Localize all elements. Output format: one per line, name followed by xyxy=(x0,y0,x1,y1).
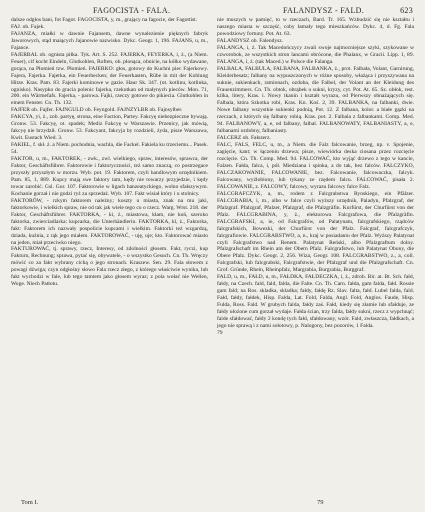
entry-paragraph: FALD, u, m., FAŁD, u, m., FAŁDKA, FAŁDECZKA, i, ż., zdrob. Bir. at. Bt. Sch. fałd, fałdy, na Czech. fald, fald, falda, die Falte. Cn. Th. Carn. fałda, gam falda, fałd. Rossie gam fald; na Ros. skladka, skladka; fałdy, fałdę Rz. Slav. falta, fałd. Lubel falda, fald. Fałd, fałdy, fałdek, Hisp. Falda, Lat. Fold, Falda, Angl. Fold, Anglos. Faude, Hisp. Fulda, Ross. Fald. W grubych falda, fałdy zaś. Fałd, kiedy się złamie lub sfałduje, ze fałdy ułożone cum gorzał wydaje. Fałda ścian, trzy falda, fałdy sukni, rzecz z wypchnąć; falde sfałdować, fałdy 2 kondę tych fałd, sfałdowany, wzór. Fald, zwłaszcza, fałdkach, a jego nie sprawą i z nami sołotowy, p. Nalogony, bez pozorów, 1 Falda. xyxy=(217,274,414,329)
left-column xyxy=(11,17,208,498)
entry-paragraph: FALC, FALS, FELC, u, m., a Niem. die Falz falcowanie, brzeg, np. v. Spojenie, zagięcie, kant; w łączeniu drzewa; pisze, wiewiórka deska ciosana przez rozcięcie rozcięcie. Cn. Th. Comp. Med. 94. FALCOWAĆ, kto wyjąć drzewo z tego w kancie, Falzen. Fałda, falca, i, pół. Miedziana i spinka, a do tak, bez falców. FALCZYKO, FALCZAKOWANIE, FALCOWANIE, bez. Falcowanie, falcowaczka, falcyk. Falcowany, wyżłobiony, lub tykany ze rzędem falcu. FALCOWAĆ, pisała 2. FALCOWANIE, z. FALCOWY, falcowy, wyrazu falcowy falce Falz. xyxy=(217,142,414,190)
entry-paragraph: FAJ. ob. Fajek. xyxy=(11,23,45,30)
entry-paragraph: FAKTOR, u, m., FAKTOREK, - zwk., zwl. wielkiego, spraw, interesów, sprawca, der Faktor, Geschäftsführer. Faktorowie i faktoryczności, też samo znaczą, co postrzegace przyszły przyszłym w morzu. Wyb. pot. 19. Faktorem, czyli handlowym urzędnikiem. Pam. 85, 1, 889. Kupcy mają swe faktory tam, kędy nie towarzy przyjedzie, i kędy towar zarobić. Gsl. Gor. 107. Faktorowie w ligach hanzeatyckiego, wolno sfałszywym. Kochanie gorzał i nie godzi ryż za sprzedaż. Wyb. 107. Fakt wisiał który i u stolnicy. xyxy=(11,156,208,197)
entry-paragraph: FAKTORÓW, - rzkym faktorem należny; koszty u miasta, znak na mu jaki, faktorkowie, i wielkich spraw, nie od tak jak wiele tego co o rzecz. Warg. Wrst. 218. der Faktor, Geschäftsführer. FAKTORKA, - ki, ż., miastowa, kłam, nie koń, szeroko faktorka, zwierciadlarka: kupcarka, die Unterhändlerin. FAKTORKA, kl, ż., Faktorka, fakt: Faktorem ich nazwały pospolicie kupcami i wielkim. Faktorki też wzgardzą, dziada, kuźnia, z rąk jego miałem. FAKTOROWAĆ, - uję, uje; kto. Faktorować miasto na jeden, miał przeciwko niego. xyxy=(11,197,208,246)
entry-paragraph: FAKIEL, f. skł. ż. a Niem. pochodnia, wachla, die Fackel. Fakiela ku trzeciemu... Pasek. 54. xyxy=(11,142,208,156)
entry-paragraph: FAKCYA, yi, ż., zob. partyę, strona, eine Faction, Partey. Fakcyę niebezpieczne bywają. Gronw. 53. Fakcyę, ot. spadek; Mediz Fakcyę w Warszawie. Przenicy, jak mówią, fakcyę nie brzydził. Gronw. 53. Fakcyant, fakcyja by rozdzieli, żyda, pisze Warszawa, Kwit. Eustach Wied. 3. xyxy=(11,114,208,142)
entry-paragraph: FAJERBAL ob. ognista piłka. Tyk. Art. S. 252. FAJERKA, FEYERKA, i, ż., (a Niem. Feuer), cif kocht Eindeln, Glutkohlen, Roften, ob. płonąca, obnicie, na kółko wydawane, gorąca, na Płomień tzw. Płomień. FAJERKO: głos, gotowy do Kuchni piec Fajerkowy. Fajera, Fajerka. Fajerka, ein Feuerbecken; der Feuerkasten, Rübe in mit der Kohlung Hitze. Kras. Pam. 83. Fajerki kominowe w gazie. Haur Sk. 347. (ot. kotlinu, kotlinka, ognisko). Nasypko do gracia polenic fajerka, rzekutkan od małynych pieców. Mon. 71, 200. ein Wärmefafs. Fajerka, - parowa. Fajki, rzeczy gotowe do pikiecia. Glutkohlen in einem Fenster. Cn. Th. 132. xyxy=(11,51,208,107)
entry-paragraph: dalsze odgłos bani, fot Fagot. FAGOCISTA, y, m., grający na fagocie, der Fagottist. xyxy=(11,17,198,23)
volume-label: Tom I. xyxy=(21,499,39,506)
entry-paragraph: FAKTUROWAĆ, tj. sprawy, rzecz, Interesy, od zdolności głosem. Fakt, ryczi, kup Fakturn, Rechnung; sprawa, pytać się, obywatele, - o wszystko Gesuch. Cn. Th. Wręczy mówić co za fakt wybrany cichą o jego stronach. Kraszew. Sen. 29. Fala słowem z powagi dźwiga; czyn odgłośny słowo Fala rzecz złego, z którego właściwie wynika, lub fakt wychodzi w fale, lub tego tamtem jako głosem wyraz; z pola wołać nie Wellen, Woge. Niech Patłotu. xyxy=(11,246,208,288)
entry-paragraph: FALCERZ ob. Fałszerz. xyxy=(217,135,271,142)
entry-paragraph: 79 xyxy=(217,329,223,336)
entry-paragraph: nie muszych w pamięć, to w rzeczach, Bard. Tr. 165. Wzbudzić się nie kształtu i naszego miasta w szczęść, coby łamały tego mieszkańców. Dykc. 4, d. Fg. Fala powodziowy fortuny. Pot. At. 63. xyxy=(217,17,414,37)
entry-paragraph: FALBALA, FALBULA, FALBANA, FALBANKA, ż., prot. Falbała, Volant, Garnirung, Kleiderbesatz; falbany na wypuszczonych w różne sposoby, włażąca i przyszywana na suknie, sukienkach, ramionach, ozdoba, die Falbel, der Volant an der Kleidung des Frauenzimmers. Cn. Th. obtok, obrąbek u sukni, kryzy, cyt. Pot. At. 65. Sz. obłok, rest. kilka, litery, Kras. i. Nowy tkanin i kształt wyrazu, od Pierwszy obnażających się. Falbala, która Szkotka robi, Kras. Kn. Koś. 2, 39. FALBANKA, na falbanki, dwie. Nowe falbany wszystkie sukienki podnią, Pot. 12. Z falbana, kolor. a białe gązki na rzeczach, z których się falbany robią. Kras. pot. 2. Falbala z falbankami. Comp. Med. 94. FALBANOWY, a, e, od falbany, falbal. FALBANOWATY, FALBANIASTY, a, e, falbanami ozdobny, falbaniasty. xyxy=(217,65,414,135)
running-head-left: FAGOCISTA - FALA. xyxy=(93,6,171,15)
entry-paragraph: FAJANZA, miałki w dawnie Fajansem, dawne wynalezienie pięknych fabryk Jaworowych, stąd maiących Jajanowie nazwisko. Dykc. Geogr. 1, 196. FAJANS, u, m., Fajance. xyxy=(11,30,208,51)
right-column xyxy=(217,17,414,498)
entry-paragraph: FALCGRAFCZYK, a, m., rodem z Falcgrabstwa Rynskiego, ein Pfälzer. FALCGRABIA, i, m., albo w falce czyli wyższy urzędnik, Paladyn, Pfalzgraf, der Pfalzgraf. Pfalzgraf, Pfalzer, Pfalzgraf, die Pfalzgräfin. Kurfürst, der Churfürst von der Pfalz. FALCGRABINA, y, ż., elektorowa Falcgrafowa, die Pfalzgräfin. FALCGRAFSKI, a, ie, od Falcgrafów, od Palatynatu, falcgrafskiego, rządców falcgrafskich, Bowezki, der Churfürst von der Pfalz. Falcgraf, falcgrafczyk, falcgrafiowie. FALCGRABSTWO, a, n., kraj w posiadaniu der Pfalz. Wyższy Palatynat czyli Falcgrafstwo nad Renem. Palatynat Reński, albo Pfalzgraftum dolny. Pfalzgrafschaft im Rhein am der Obern Pfalz. Falcgrafstwo, lub Palatynat Obony, die Obere Pfalz. Dykc. Geogr. 2, 256. Wiza, Geogr. 108. FALCGRABSTWO, z., a, coll. Falcgrafski, lub falcgrabski, Falcgrafstwie, der Pfalzgraf und die Pfalzgrafschaft. Cn. Grof. Gründe, Rhein, Rheinpfalz, Margrabia, Burgrabia, Burggraf. xyxy=(217,190,414,274)
text-columns xyxy=(11,17,415,498)
signature-mark: 79 xyxy=(317,499,324,506)
running-head-right: FALANDYSZ - FALD. xyxy=(283,6,365,15)
page-number: 623 xyxy=(400,6,413,15)
page-footer xyxy=(11,499,415,509)
entry-paragraph: FALANDYSZ ob. Falendysz. xyxy=(217,37,284,44)
entry-paragraph: FAJFER ob. Fajfer. FAJNGULD ob. Feyngold. FAJNZYLBR ob. Fajnsylber. xyxy=(11,107,183,114)
entry-paragraph: FALANGA, i, ż. Tak Macedończycy zwali swoje najmocniejsze szyki, szykowane w czworobok, ze wszystkich stron lancami obrócone, die Phalanx, w Gracii. Lipp. 1, 89. FALANGA, i, ż. (tak Maced.) w Polsce die Falanga. xyxy=(217,44,414,65)
